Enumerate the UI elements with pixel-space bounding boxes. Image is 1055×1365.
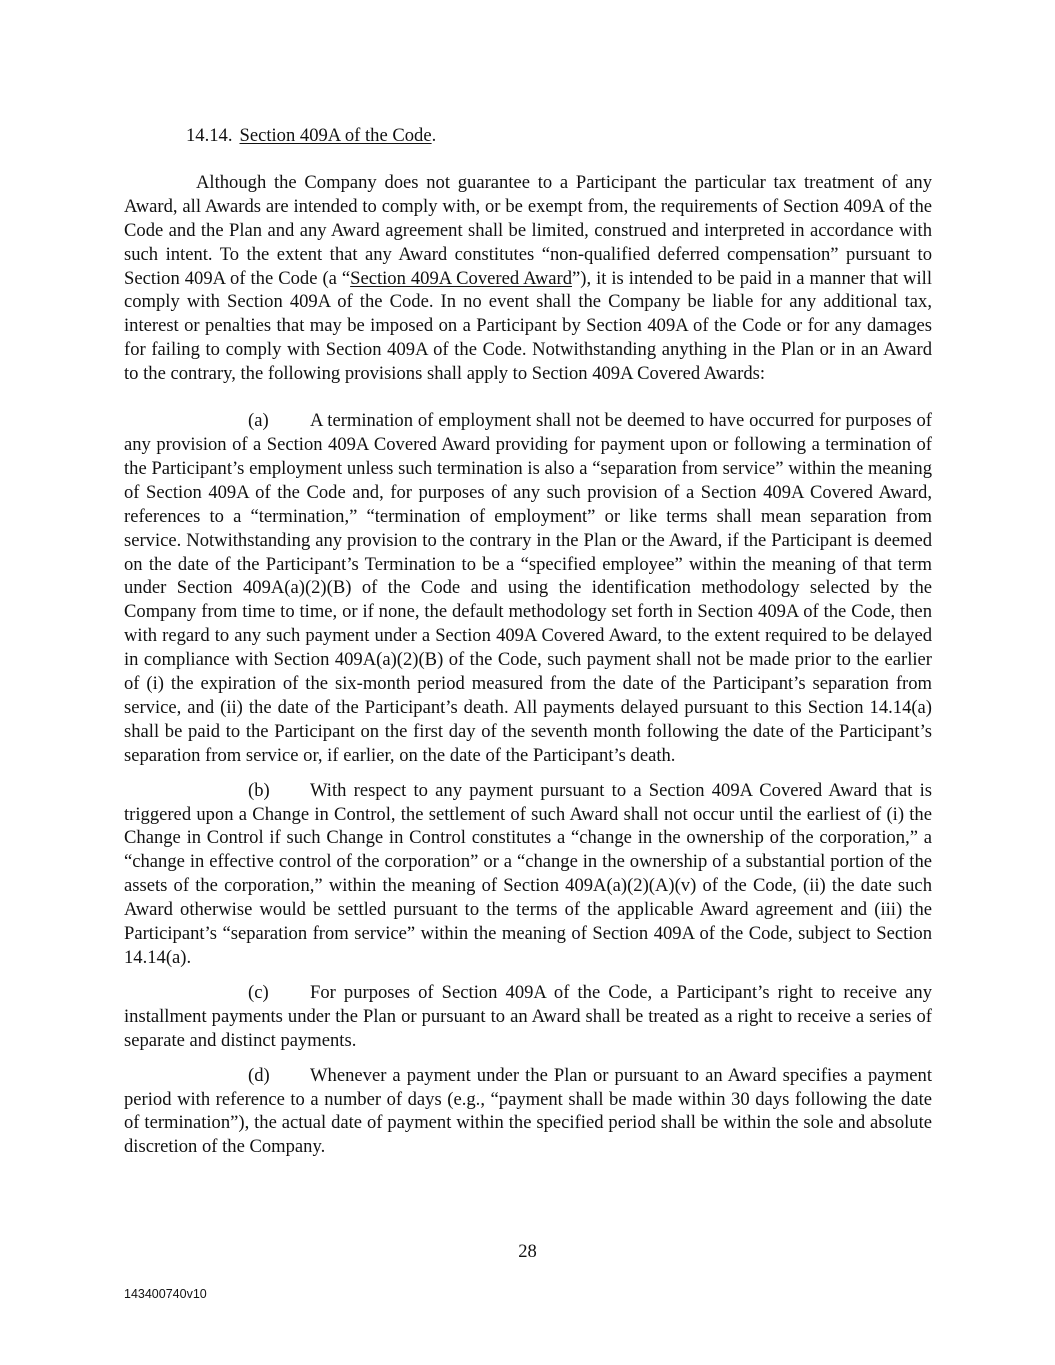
subsection-c xyxy=(124,981,932,1053)
document-id: 143400740v10 xyxy=(124,1287,207,1301)
subsection-label: (c) xyxy=(248,981,269,1003)
subsection-label: (b) xyxy=(248,779,270,801)
intro-text-part-2: ”), it is intended to be paid in a manner that will comply with Section 409A of the Code. In no event shall the Company be liable for any additional tax, interest or penalties that may be imposed on a Participant by Section 409A of the Code or for any damages for failing to comply with Section 409A of the Code. Notwithstanding anything in the Plan or in an Award to the contrary, the following provisions shall apply to Section 409A Covered Awards: xyxy=(124,267,932,385)
section-title: Section 409A of the Code xyxy=(239,125,432,146)
page-number: 28 xyxy=(518,1241,537,1262)
intro-text-part-1: Although the Company does not guarantee to a Participant the particular tax treatment of any Award, all Awards are intended to comply with, or be exempt from, the requirements of Section 409A of the Code and the Plan and any Award agreement shall be limited, construed and interpreted in accordance with such intent. To the extent that any Award constitutes “non-qualified deferred compensation” pursuant to Section 409A of the Code (a “ xyxy=(124,171,932,289)
section-number: 14.14. xyxy=(186,125,233,146)
document-body xyxy=(124,124,932,1170)
defined-term: Section 409A Covered Award xyxy=(350,267,572,289)
subsection-b xyxy=(124,779,932,970)
subsection-d xyxy=(124,1064,932,1160)
subsection-label: (a) xyxy=(248,410,269,432)
subsection-a xyxy=(124,409,932,768)
subsection-text: For purposes of Section 409A of the Code, a Participant’s right to receive any installment payments under the Plan or pursuant to an Award shall be treated as a right to receive a series of separate and distinct payments. xyxy=(124,981,932,1051)
subsection-label: (d) xyxy=(248,1064,270,1086)
subsection-text: With respect to any payment pursuant to a Section 409A Covered Award that is triggered upon a Change in Control, the settlement of such Award shall not occur until the earliest of (i) the Change in Control if such Change in Control constitutes a “change in the ownership of the corporation,” a “change in effective control of the corporation” or a “change in the ownership of a substantial portion of the assets of the corporation,” within the meaning of Section 409A(a)(2)(A)(v) of the Code, (ii) the date such Award otherwise would be settled pursuant to the terms of the applicable Award agreement and (iii) the Participant’s “separation from service” within the meaning of Section 409A of the Code, subject to Section 14.14(a). xyxy=(124,779,932,968)
subsection-text: A termination of employment shall not be deemed to have occurred for purposes of any provision of a Section 409A Covered Award providing for payment upon or following a termination of the Participant’s employment unless such termination is also a “separation from service” within the meaning of Section 409A of the Code and, for purposes of any such provision of a Section 409A Covered Award, references to a “termination,” “termination of employment” or like terms shall mean separation from service. Notwithstanding any provision to the contrary in the Plan or the Award, if the Participant is deemed on the date of the Participant’s Termination to be a “specified employee” within the meaning of that term under Section 409A(a)(2)(B) of the Code and using the identification methodology selected by the Company from time to time, or if none, the default methodology set forth in Section 409A of the Code, then with regard to any such payment under a Section 409A Covered Award, to the extent required to be delayed in compliance with Section 409A(a)(2)(B) of the Code, such payment shall not be made prior to the earlier of (i) the expiration of the six-month period measured from the date of the Participant’s separation from service, and (ii) the date of the Participant’s death. All payments delayed pursuant to this Section 14.14(a) shall be paid to the Participant on the first day of the seventh month following the date of the Participant’s separation from service or, if earlier, on the date of the Participant’s death. xyxy=(124,410,932,766)
section-heading xyxy=(186,124,932,148)
intro-paragraph xyxy=(124,171,932,386)
subsection-text: Whenever a payment under the Plan or pursuant to an Award specifies a payment period with reference to a number of days (e.g., “payment shall be made within 30 days following the date of termination”), the actual date of payment within the specified period shall be within the sole and absolute discretion of the Company. xyxy=(124,1064,932,1158)
section-title-period: . xyxy=(431,125,437,146)
